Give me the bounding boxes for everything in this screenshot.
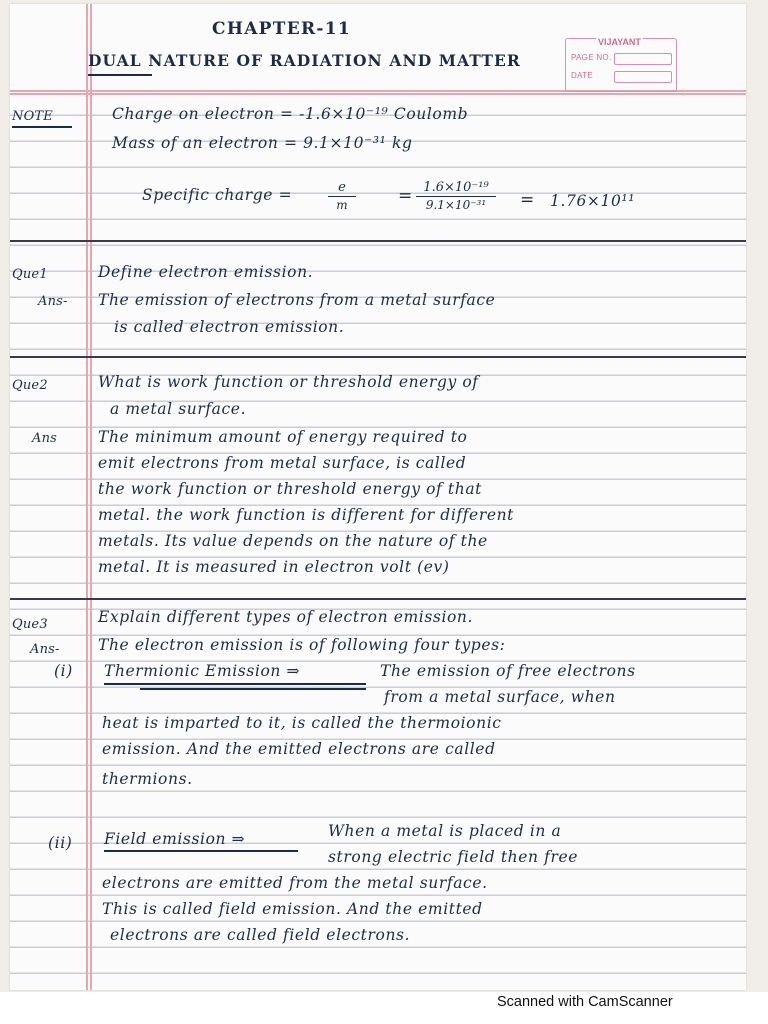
- type-2-number: (ii): [48, 834, 73, 852]
- question-1-text: Define electron emission.: [98, 263, 314, 281]
- answer-1-line-1: The emission of electrons from a metal surface: [98, 291, 496, 309]
- separator-2: [10, 356, 746, 358]
- question-3-text: Explain different types of electron emission.: [98, 608, 474, 626]
- type-1-line-4: emission. And the emitted electrons are called: [102, 740, 496, 758]
- answer-2-line-3: the work function or threshold energy of that: [98, 480, 483, 498]
- chapter-heading: CHAPTER-11: [212, 19, 352, 39]
- type-2-line-1: When a metal is placed in a: [328, 822, 562, 840]
- note-label-underline: [12, 126, 72, 128]
- type-1-line-1: The emission of free electrons: [380, 662, 636, 680]
- fraction-m: m: [336, 198, 348, 212]
- type-1-line-3: heat is imparted to it, is called the thermoionic: [102, 714, 502, 732]
- answer-2-label: Ans: [32, 431, 58, 446]
- answer-2-line-5: metals. Its value depends on the nature of the: [98, 532, 488, 550]
- notebook-page: [10, 4, 746, 990]
- fraction-e: e: [328, 180, 356, 197]
- answer-1-line-2: is called electron emission.: [114, 318, 345, 336]
- header-rule-2: [10, 93, 746, 95]
- specific-charge-result: 1.76×10¹¹: [550, 192, 636, 210]
- chapter-title: DUAL NATURE OF RADIATION AND MATTER: [88, 51, 521, 70]
- type-2-term-underline: [104, 850, 298, 852]
- type-1-line-5: thermions.: [102, 770, 193, 788]
- type-2-line-3: electrons are emitted from the metal surface.: [102, 874, 488, 892]
- stamp-date-box: [614, 71, 672, 83]
- specific-charge-label: Specific charge =: [142, 186, 293, 204]
- e-over-m-fraction: [328, 180, 356, 212]
- answer-2-line-6: metal. It is measured in electron volt (ev): [98, 558, 450, 576]
- type-2-term: Field emission ⇒: [104, 830, 246, 848]
- separator-1: [10, 240, 746, 242]
- answer-2-line-1: The minimum amount of energy required to: [98, 428, 468, 446]
- type-2-line-5: electrons are called field electrons.: [110, 926, 411, 944]
- answer-3-intro: The electron emission is of following four types:: [98, 636, 506, 654]
- stamp-brand: VIJAYANT: [598, 37, 641, 47]
- page-stamp: [565, 38, 677, 92]
- question-2-line-1: What is work function or threshold energy of: [98, 373, 479, 391]
- type-2-line-4: This is called field emission. And the emitted: [102, 900, 483, 918]
- fraction-numerator: 1.6×10⁻¹⁹: [416, 180, 496, 197]
- type-2-line-2: strong electric field then free: [328, 848, 579, 866]
- stamp-page-no-box: [614, 53, 672, 65]
- answer-1-label: Ans-: [38, 294, 68, 309]
- stamp-page-no-label: PAGE NO.: [571, 53, 612, 62]
- separator-3: [10, 598, 746, 600]
- equals-sign-2: =: [520, 190, 535, 210]
- type-1-term-underline: [104, 683, 366, 685]
- note-line-1: Charge on electron = -1.6×10⁻¹⁹ Coulomb: [112, 105, 469, 123]
- scanner-watermark-text: Scanned with CamScanner: [497, 994, 673, 1010]
- type-1-term-underline-2: [140, 688, 366, 690]
- type-1-line-2: from a metal surface, when: [384, 688, 616, 706]
- question-1-label: Que1: [12, 267, 48, 282]
- question-2-line-2: a metal surface.: [110, 400, 247, 418]
- answer-2-line-2: emit electrons from metal surface, is called: [98, 454, 467, 472]
- scanner-footer: [0, 992, 768, 1024]
- answer-2-line-4: metal. the work function is different for different: [98, 506, 515, 524]
- note-line-2: Mass of an electron = 9.1×10⁻³¹ kg: [112, 134, 413, 152]
- fraction-denominator: 9.1×10⁻³¹: [425, 198, 487, 212]
- question-2-label: Que2: [12, 378, 48, 393]
- answer-3-label: Ans-: [30, 642, 60, 657]
- left-margin-line: [86, 4, 88, 990]
- title-underline: [88, 74, 152, 76]
- note-label: NOTE: [12, 109, 53, 124]
- question-3-label: Que3: [12, 617, 48, 632]
- stamp-date-label: DATE: [571, 71, 593, 80]
- type-1-term: Thermionic Emission ⇒: [104, 662, 301, 680]
- left-margin-line-inner: [90, 4, 92, 990]
- value-fraction: [416, 180, 496, 212]
- equals-sign-1: =: [398, 186, 413, 206]
- type-1-number: (i): [54, 662, 73, 680]
